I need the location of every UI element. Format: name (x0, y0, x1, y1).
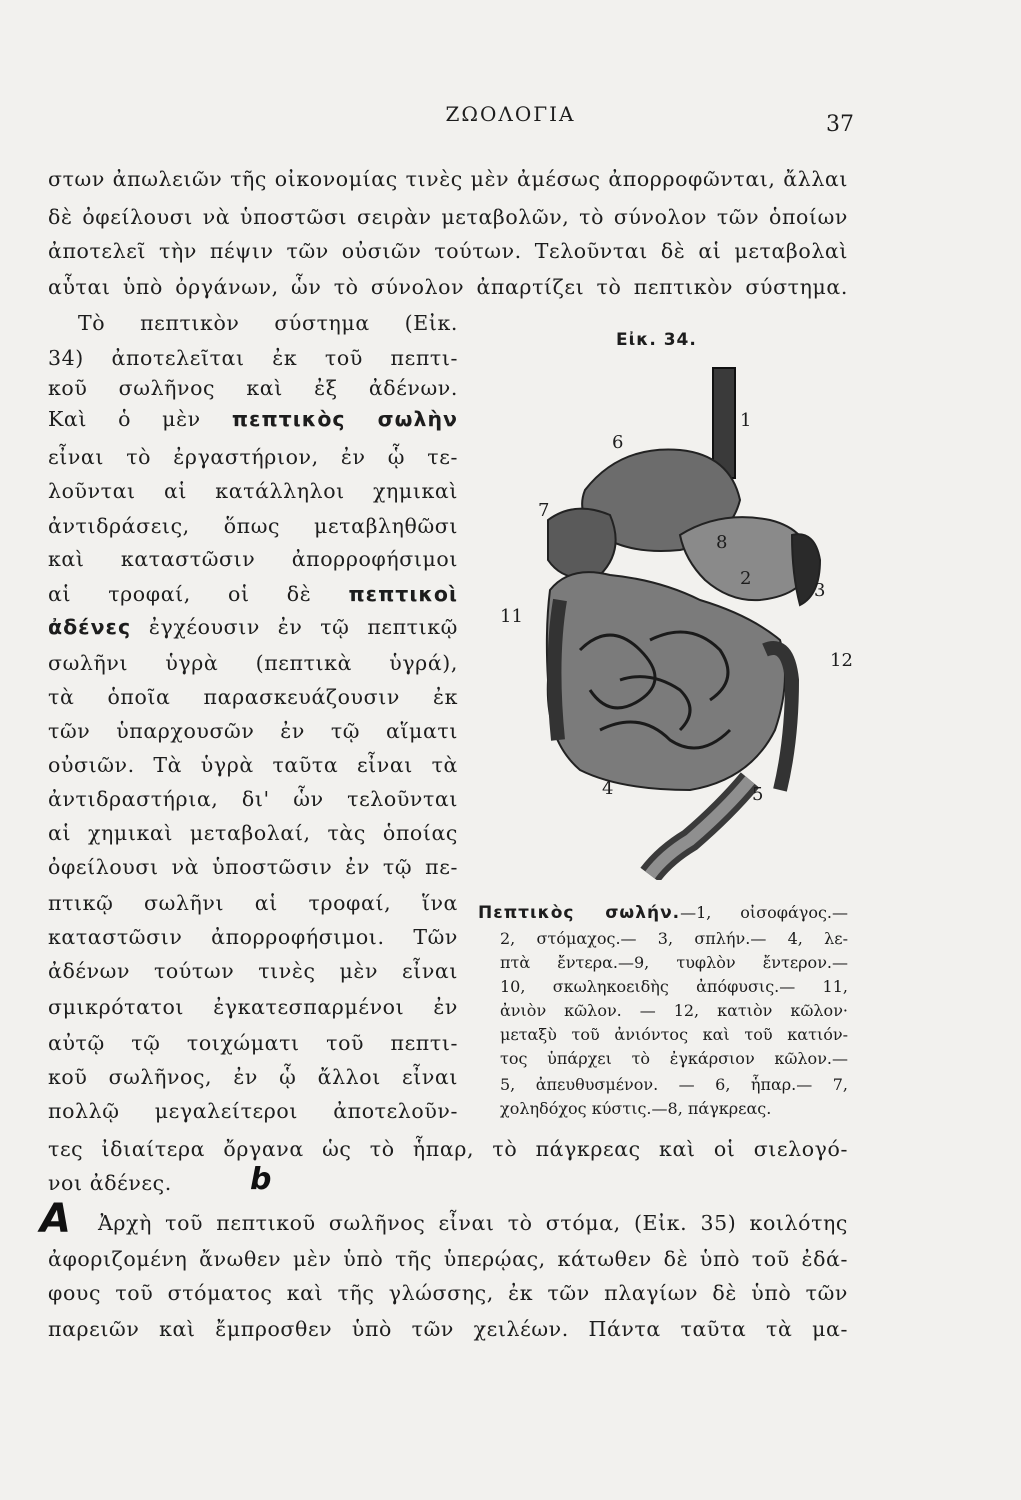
figure-label: 2 (740, 568, 752, 589)
bold-term: ἀδένες (48, 615, 132, 639)
text-line: σωλῆνι ὑγρὰ (πεπτικὰ ὑγρά), (48, 651, 458, 675)
figure-label: 1 (740, 410, 752, 431)
figure-label: 3 (814, 580, 826, 601)
text-line: Ἀρχὴ τοῦ πεπτικοῦ σωλῆνος εἶναι τὸ στόμα, (Εἰκ. 35) κοιλότης (98, 1211, 848, 1235)
figure-label: 6 (612, 432, 624, 453)
figure-label: 8 (716, 532, 728, 553)
text-line: τες ἰδιαίτερα ὄργανα ὡς τὸ ἧπαρ, τὸ πάγκρεας καὶ οἱ σιελογό- (48, 1137, 848, 1161)
text-line: ἀποτελεῖ τὴν πέψιν τῶν οὐσιῶν τούτων. Τελοῦνται δὲ αἱ μεταβολαὶ (48, 239, 848, 263)
text-line: οὐσιῶν. Τὰ ὑγρὰ ταῦτα εἶναι τὰ (48, 753, 458, 777)
text-line: τῶν ὑπαρχουσῶν ἐν τῷ αἵματι (48, 719, 458, 743)
text-line: 34) ἀποτελεῖται ἐκ τοῦ πεπτι- (48, 346, 458, 370)
text-line: νοι ἀδένες. (48, 1171, 172, 1195)
page-number: 37 (826, 112, 854, 137)
text-line: κοῦ σωλῆνος, ἐν ᾧ ἄλλοι εἶναι (48, 1065, 458, 1089)
figure-caption-line: 10, σκωληκοειδὴς ἀπόφυσις.— 11, (500, 977, 848, 996)
text-line: πτικῷ σωλῆνι αἱ τροφαί, ἵνα (48, 891, 458, 915)
caption-lead: Πεπτικὸς σωλήν. (478, 903, 681, 923)
caption-text: —1, οἰσοφάγος.— (680, 903, 848, 922)
running-header: ΖΩΟΛΟΓΙΑ (445, 102, 576, 126)
figure-caption-line: 5, ἀπευθυσμένον. — 6, ἧπαρ.— 7, (500, 1075, 848, 1094)
text-line: ἀντιδράσεις, ὅπως μεταβληθῶσι (48, 514, 458, 538)
text-line: Τὸ πεπτικὸν σύστημα (Εἰκ. (78, 311, 458, 335)
text-line: παρειῶν καὶ ἔμπροσθεν ὑπὸ τῶν χειλέων. Πάντα ταῦτα τὰ μα- (48, 1317, 848, 1341)
text-line: ἀφοριζομένη ἄνωθεν μὲν ὑπὸ τῆς ὑπερῴας, κάτωθεν δὲ ὑπὸ τοῦ ἐδά- (48, 1247, 848, 1271)
text-line: δὲ ὀφείλουσι νὰ ὑποστῶσι σειρὰν μεταβολῶν, τὸ σύνολον τῶν ὁποίων (48, 205, 848, 229)
text-line: ὀφείλουσι νὰ ὑποστῶσιν ἐν τῷ πε- (48, 855, 458, 879)
text-line: ἀδένων τούτων τινὲς μὲν εἶναι (48, 959, 458, 983)
text-line: αἱ χημικαὶ μεταβολαί, τὰς ὁποίας (48, 821, 458, 845)
figure-caption-line: ἀνιὸν κῶλον. — 12, κατιὸν κῶλον· (500, 1001, 848, 1020)
bold-term: πεπτικὸς σωλὴν (231, 407, 458, 431)
figure-caption-line: πτὰ ἔντερα.—9, τυφλὸν ἔντερον.— (500, 953, 848, 972)
text-line: λοῦνται αἱ κατάλληλοι χημικαὶ (48, 479, 458, 503)
text-line-with-bold: Καὶ ὁ μὲν πεπτικὸς σωλὴν (48, 407, 458, 431)
text-line-with-bold: αἱ τροφαί, οἱ δὲ πεπτικοὶ (48, 582, 458, 606)
text-line: πολλῷ μεγαλείτεροι ἀποτελοῦν- (48, 1099, 458, 1123)
text-line-with-bold: ἀδένες ἐγχέουσιν ἐν τῷ πεπτικῷ (48, 615, 458, 639)
figure-label: 7 (538, 500, 550, 521)
text-line: φους τοῦ στόματος καὶ τῆς γλώσσης, ἐκ τῶν πλαγίων δὲ ὑπὸ τῶν (48, 1281, 848, 1305)
handwritten-mark-a: A (40, 1196, 71, 1242)
figure-label: 4 (602, 778, 614, 799)
digestive-tract-illustration (530, 350, 850, 880)
text-line: εἶναι τὸ ἐργαστήριον, ἐν ᾧ τε- (48, 445, 458, 469)
figure-caption-line: χοληδόχος κύστις.—8, πάγκρεας. (500, 1099, 772, 1118)
text-line: κοῦ σωλῆνος καὶ ἐξ ἀδένων. (48, 376, 458, 400)
text-line: καταστῶσιν ἀπορροφήσιμοι. Τῶν (48, 925, 458, 949)
figure-caption-line (478, 902, 848, 924)
figure-label: 5 (752, 784, 764, 805)
text-line: αὗται ὑπὸ ὀργάνων, ὧν τὸ σύνολον ἀπαρτίζει τὸ πεπτικὸν σύστημα. (48, 275, 848, 299)
text-line: σμικρότατοι ἐγκατεσπαρμένοι ἐν (48, 995, 458, 1019)
text-line: τὰ ὁποῖα παρασκευάζουσιν ἐκ (48, 685, 458, 709)
text-line: στων ἀπωλειῶν τῆς οἰκονομίας τινὲς μὲν ἀμέσως ἀπορροφῶνται, ἄλλαι (48, 167, 848, 191)
text-line: καὶ καταστῶσιν ἀπορροφήσιμοι (48, 547, 458, 571)
figure-caption-line: τος ὑπάρχει τὸ ἐγκάρσιον κῶλον.— (500, 1049, 848, 1068)
handwritten-mark-b: b (250, 1162, 272, 1197)
figure-title: Εἰκ. 34. (616, 330, 697, 350)
text-line: ἀντιδραστήρια, δι' ὧν τελοῦνται (48, 787, 458, 811)
figure-caption-line: μεταξὺ τοῦ ἀνιόντος καὶ τοῦ κατιόν- (500, 1025, 848, 1044)
figure-label: 11 (500, 606, 523, 627)
text-line: αὐτῷ τῷ τοιχώματι τοῦ πεπτι- (48, 1031, 458, 1055)
bold-term: πεπτικοὶ (348, 582, 458, 606)
figure-caption-line: 2, στόμαχος.— 3, σπλήν.— 4, λε- (500, 929, 848, 948)
figure-label: 12 (830, 650, 853, 671)
